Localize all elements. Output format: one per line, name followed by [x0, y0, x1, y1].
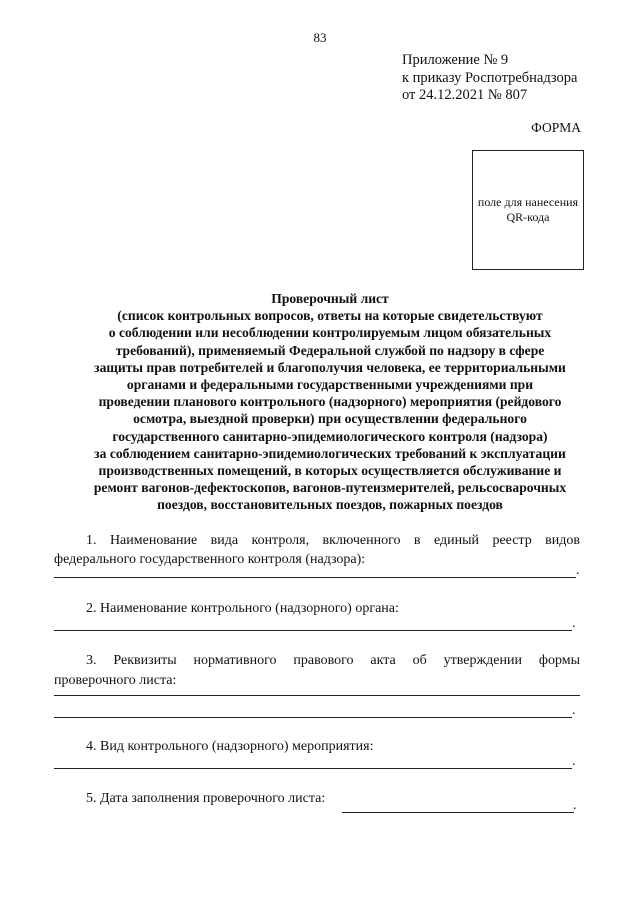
title-line: осмотра, выездной проверки) при осуществлении федерального [133, 411, 527, 427]
item-5-text: 5. Дата заполнения проверочного листа: [86, 791, 326, 806]
title-line: о соблюдении или несоблюдении контролируемым лицом обязательных [108, 325, 552, 341]
line-end-dot: . [572, 703, 576, 718]
title-line: за соблюдением санитарно-эпидемиологических требований к эксплуатации [94, 445, 566, 461]
qr-code-field [472, 150, 584, 270]
item-4-answer-line[interactable] [54, 768, 572, 769]
item-3-text-cont: проверочного листа: [54, 673, 177, 688]
line-end-dot: . [572, 616, 576, 631]
form-label: ФОРМА [531, 120, 581, 135]
appendix-line: от 24.12.2021 № 807 [402, 87, 528, 103]
item-1-text: 1. Наименование вида контроля, включенного в единый реестр видов [86, 533, 580, 548]
item-3-answer-line-2[interactable] [54, 717, 572, 718]
item-1-answer-line[interactable] [54, 577, 576, 578]
item-1-text-cont: федерального государственного контроля (надзора): [54, 552, 366, 567]
appendix-line: к приказу Роспотребнадзора [402, 69, 578, 86]
title-line: проведении планового контрольного (надзорного) мероприятия (рейдового [98, 394, 562, 410]
title-line: защиты прав потребителей и благополучия человека, ее территориальными [94, 359, 566, 375]
title-line: Проверочный лист [271, 291, 389, 306]
line-end-dot: . [573, 798, 577, 813]
item-5-answer-line[interactable] [342, 812, 574, 813]
page-number: 83 [313, 30, 327, 45]
line-end-dot: . [572, 754, 576, 769]
title-line: поездов, восстановительных поездов, пожарных поездов [157, 497, 503, 513]
item-2-answer-line[interactable] [54, 630, 572, 631]
qr-box-text: QR-кода [506, 210, 550, 224]
title-line: производственных помещений, в которых осуществляется обслуживание и [98, 463, 562, 479]
item-2-text: 2. Наименование контрольного (надзорного) органа: [86, 601, 399, 616]
title-line: (список контрольных вопросов, ответы на которые свидетельствуют [117, 308, 543, 324]
item-3-answer-line-1[interactable] [54, 695, 580, 696]
item-4-text: 4. Вид контрольного (надзорного) мероприятия: [86, 739, 374, 754]
title-line: ремонт вагонов-дефектоскопов, вагонов-путеизмерителей, рельсосварочных [93, 480, 567, 496]
document-title [40, 290, 620, 514]
title-line: требований), применяемый Федеральной службой по надзору в сфере [115, 342, 545, 358]
title-line: органами и федеральными государственными учреждениями при [126, 377, 534, 393]
title-line: государственного санитарно-эпидемиологического контроля (надзора) [112, 428, 548, 444]
item-3-text: 3. Реквизиты нормативного правового акта об утверждении формы [86, 653, 580, 668]
appendix-line: Приложение № 9 [402, 52, 509, 68]
appendix-header [402, 52, 577, 105]
line-end-dot: . [576, 563, 580, 578]
qr-box-text: поле для нанесения [477, 195, 579, 209]
